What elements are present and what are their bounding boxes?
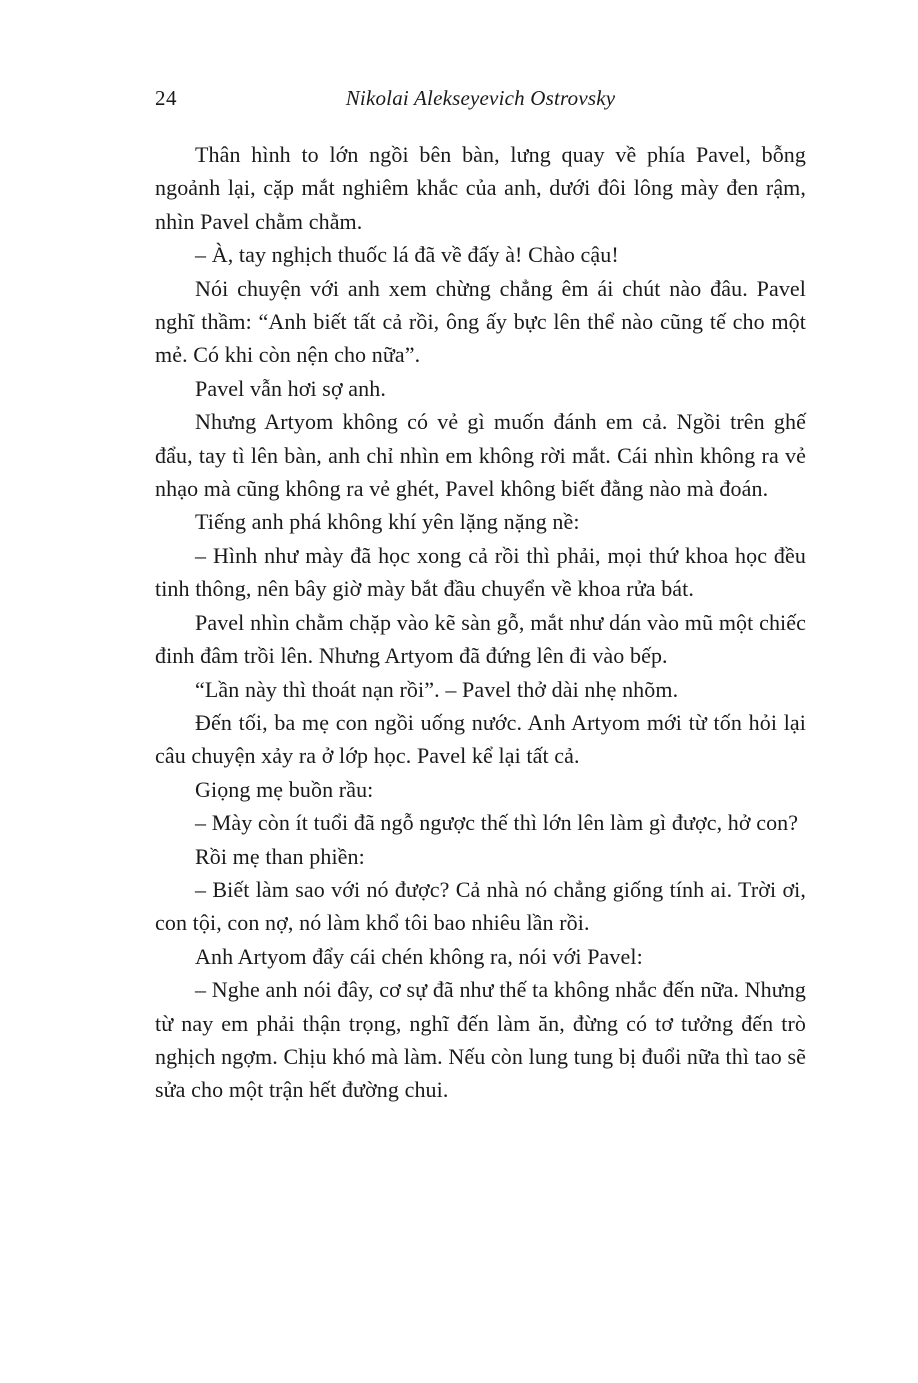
paragraph: Nói chuyện với anh xem chừng chẳng êm ái chút nào đâu. Pavel nghĩ thầm: “Anh biết tất cả rồi, ông ấy bực lên thể nào cũng tế cho một mẻ. Có khi còn nện cho nữa”. [155,275,806,368]
paragraph: – À, tay nghịch thuốc lá đã về đấy à! Chào cậu! [195,242,619,268]
page-header [155,86,806,116]
paragraph: Nhưng Artyom không có vẻ gì muốn đánh em cả. Ngồi trên ghế đẩu, tay tì lên bàn, anh chỉ nhìn em không rời mắt. Cái nhìn không ra vẻ nhạo mà cũng không ra vẻ ghét, Pavel không biết đằng nào mà đoán. [155,409,806,502]
paragraph: Tiếng anh phá không khí yên lặng nặng nề: [195,509,580,535]
paragraph: – Nghe anh nói đây, cơ sự đã như thế ta không nhắc đến nữa. Nhưng từ nay em phải thận trọng, nghĩ đến làm ăn, đừng có tơ tưởng đến trò nghịch ngợm. Chịu khó mà làm. Nếu còn lung tung bị đuổi nữa thì tao sẽ sửa cho một trận hết đường chui. [155,977,806,1103]
paragraph: – Hình như mày đã học xong cả rồi thì phải, mọi thứ khoa học đều tinh thông, nên bây giờ mày bắt đầu chuyển về khoa rửa bát. [155,542,806,602]
paragraph: Thân hình to lớn ngồi bên bàn, lưng quay về phía Pavel, bỗng ngoảnh lại, cặp mắt nghiêm khắc của anh, dưới đôi lông mày đen rậm, nhìn Pavel chằm chằm. [155,142,806,234]
paragraph: Giọng mẹ buồn rầu: [195,776,374,802]
paragraph: – Mày còn ít tuổi đã ngỗ ngược thế thì lớn lên làm gì được, hở con? [195,810,799,836]
paragraph: Anh Artyom đẩy cái chén không ra, nói với Pavel: [195,943,643,969]
paragraph: Pavel nhìn chằm chặp vào kẽ sàn gỗ, mắt như dán vào mũ một chiếc đinh đâm trồi lên. Nhưng Artyom đã đứng lên đi vào bếp. [155,609,806,669]
page-body [155,138,806,1107]
paragraph: Rồi mẹ than phiền: [195,843,365,869]
running-head: Nikolai Alekseyevich Ostrovsky [345,86,616,110]
paragraph: Pavel vẫn hơi sợ anh. [195,375,386,401]
page-number: 24 [155,86,177,110]
paragraph: Đến tối, ba mẹ con ngồi uống nước. Anh Artyom mới từ tốn hỏi lại câu chuyện xảy ra ở lớp học. Pavel kể lại tất cả. [155,709,806,769]
paragraph: “Lần này thì thoát nạn rồi”. – Pavel thở dài nhẹ nhõm. [195,676,679,702]
paragraph: – Biết làm sao với nó được? Cả nhà nó chẳng giống tính ai. Trời ơi, con tội, con nợ, nó làm khổ tôi bao nhiêu lần rồi. [155,876,806,936]
